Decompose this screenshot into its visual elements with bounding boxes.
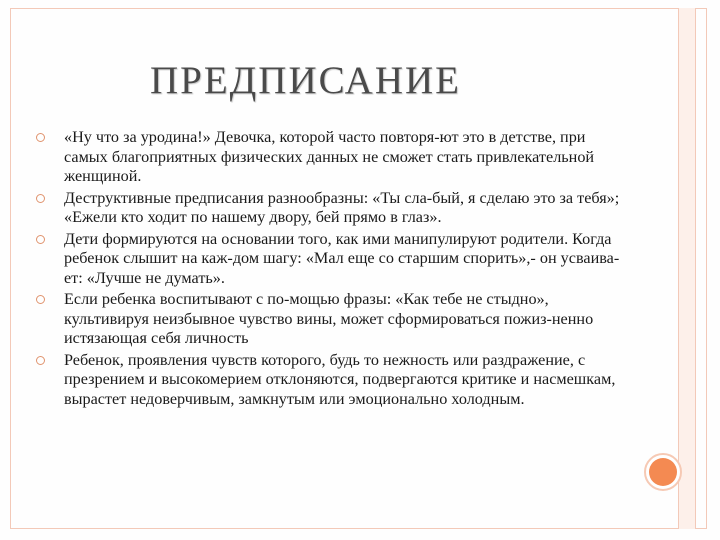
circle-bullet-icon: [36, 295, 45, 304]
circle-bullet-icon: [36, 133, 45, 142]
list-item-text: Если ребенка воспитывают с по-мощью фразы: «Как тебе не стыдно», культивируя неизбывное чувство вины, может сформироваться пожиз-ненно истязающая себя личность: [64, 290, 594, 347]
circle-bullet-icon: [36, 356, 45, 365]
list-item: [32, 351, 622, 410]
circle-bullet-icon: [36, 194, 45, 203]
list-item: [32, 290, 622, 349]
list-item-text: «Ну что за уродина!» Девочка, которой часто повторя-ют это в детстве, при самых благоприятных физических данных не сможет стать привлекательной женщиной.: [64, 128, 595, 185]
list-item-text: Дети формируются на основании того, как ими манипулируют родители. Когда ребенок слышит на каж-дом шагу: «Мал еще со старшим спорить»,- он усваива-ет: «Лучше не думать».: [64, 229, 620, 287]
list-item-text: Деструктивные предписания разнообразны: «Ты сла-бый, я сделаю это за тебя»; «Ежели кто ходит по нашему двору, бей прямо в глаз».: [64, 188, 620, 226]
list-item: [32, 230, 622, 289]
list-item: [32, 189, 622, 228]
bullet-list: [32, 128, 622, 411]
slide-frame-side-bar: [678, 8, 696, 529]
slide-title: ПРЕДПИСАНИЕ: [150, 59, 461, 102]
circle-bullet-icon: [36, 235, 45, 244]
list-item: [32, 128, 622, 187]
list-item-text: Ребенок, проявления чувств которого, будь то нежность или раздражение, с презрением и высокомерием отклоняются, подвергаются критике и насмешкам, вырастет недоверчивым, замкнутым или эмоционально холодным.: [64, 350, 616, 408]
orange-circle-decoration-icon: [644, 453, 682, 491]
